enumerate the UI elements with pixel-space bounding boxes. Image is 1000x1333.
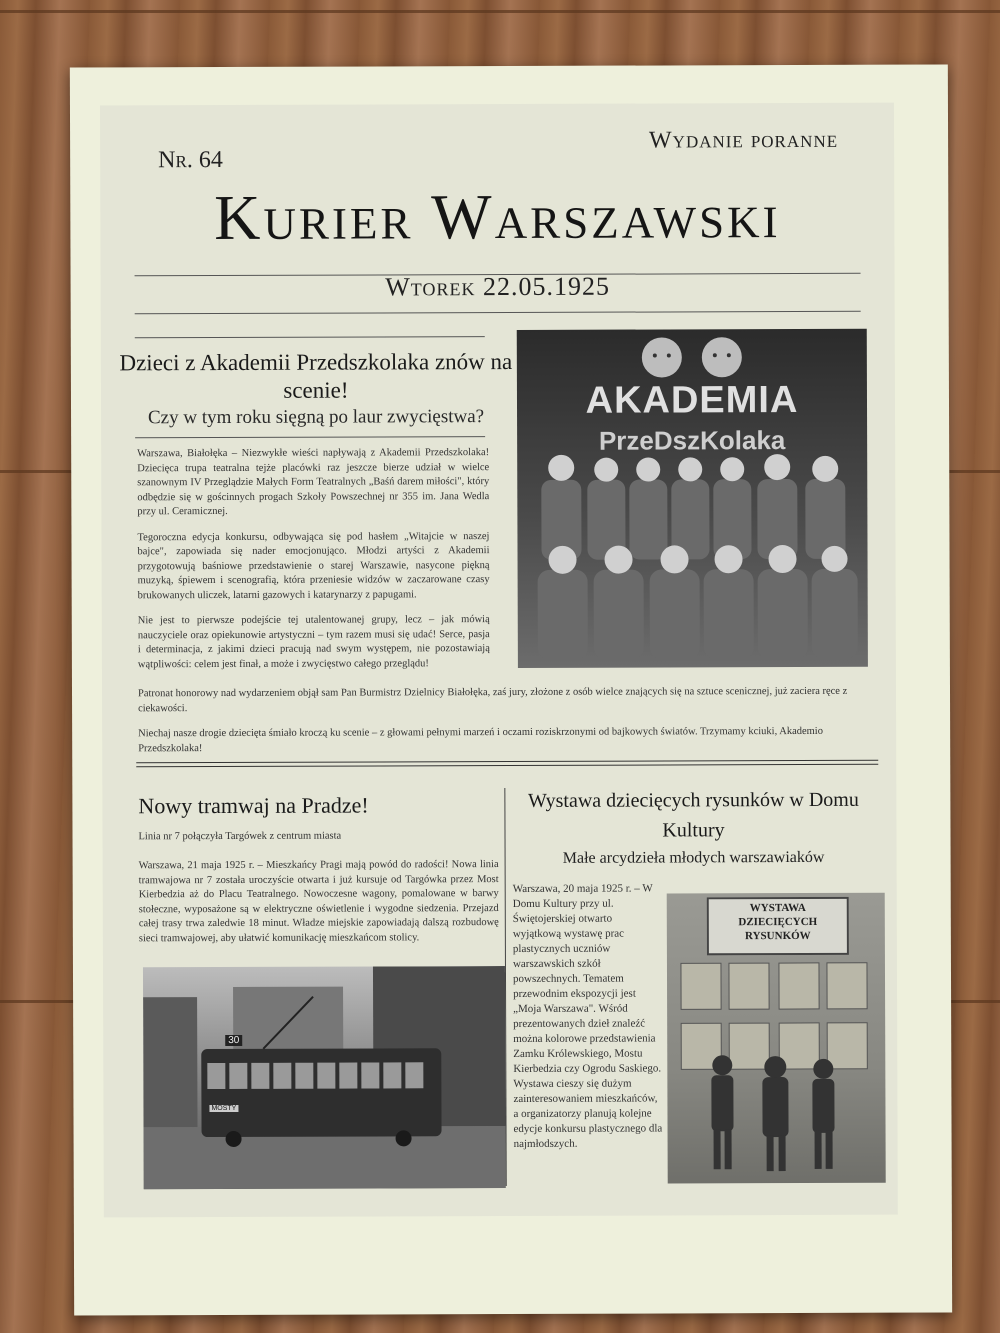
newspaper-sheet: [70, 64, 952, 1315]
article1-body: [137, 446, 490, 683]
article1-rule-top: [135, 336, 485, 338]
tram-number: 30: [225, 1035, 242, 1046]
article1-subhead: Czy w tym roku sięgną po laur zwycięstwa?: [147, 406, 485, 429]
article1-paragraph: Niechaj nasze drogie dziecięta śmiało kroczą ku scenie – z głowami pełnymi marzeń i oczami roziskrzonymi od bajkowych światów. Trzymamy kciuki, Akademio Przedszkolaka!: [138, 725, 823, 754]
article3-subhead: Małe arcydzieła młodych warszawiaków: [562, 848, 825, 867]
issue-date: Wtorek 22.05.1925: [385, 271, 611, 302]
article1-paragraph: Nie jest to pierwsze podejście tej utalentowanej grupy, lecz – jak mówią nauczyciele oraz opiekunowie artystyczni – tym razem musi się udać! Serce, pasja i determinacja, z jakimi dzieci pracują nad swym występem, nie pozostawiają wątpliwości: celem jest finał, a może i zwycięstwo całego przeglądu!: [137, 614, 490, 670]
article1-paragraph: Tegoroczna edycja konkursu, odbywająca się pod hasłem „Witajcie w naszej bajce", zapowiada się nader emocjonująco. Młodzi artyści z Akademii przygotowują baśniowe przedstawienie o starej Warszawie, nasycone piękną muzyką, śpiewem i scenografią, która przeniesie widzów w zaczarowane czasy brukowanych uliczek, latarni gazowych i katarynarzy z papugami.: [137, 530, 490, 601]
masthead-title: Kurier Warszawski: [214, 180, 781, 254]
article2-photo-tram: [143, 966, 506, 1189]
article3-headline: Wystawa dziecięcych rysunków w Domu Kultury: [527, 788, 859, 842]
article2-paragraph: Warszawa, 21 maja 1925 r. – Mieszkańcy Pragi mają powód do radości! Nowa linia tramwajowa nr 7 została uroczyście otwarta i już kursuje od Targówka przez Most Kierbedzia aż do Placu Teatralnego. Nowoczesne wagony, pomalowane w barwy stołeczne, wyposażone są w elektryczne oświetlenie i wygodne siedzenia. Przejazd całej trasy trwa zaledwie 18 minut. Władze miejskie zapowiadają dalszą rozbudowę sieci tramwajowej, aby ułatwić komunikację mieszkańcom stolicy.: [138, 859, 499, 944]
article2-subhead: Linia nr 7 połączyła Targówek z centrum miasta: [138, 830, 342, 843]
header-rule-bottom: [135, 311, 861, 315]
tram-sign: MOSTY: [211, 1104, 237, 1113]
article3-paragraph: Warszawa, 20 maja 1925 r. – W Domu Kultury przy ul. Świętojerskiej otwarto wyjątkową wystawę prac plastycznych uczniów warszawskich szkół powszechnych. Tematem przewodnim ekspozycji jest „Moja Warszawa". Wśród prezentowanych dzieł znaleźć można kolorowe przedstawienia Zamku Królewskiego, Mostu Kierbedzia czy Ogrodu Saskiego. Wystawa cieszy się dużym zainteresowaniem mieszkańców, a organizatorzy planują kolejne edycje konkursu plastycznego dla najmłodszych.: [512, 882, 663, 1150]
tram-photo: [143, 966, 506, 1189]
article1-paragraph: Patronat honorowy nad wydarzeniem objął sam Pan Burmistrz Dzielnicy Białołęka, zaś jury, złożone z osób wielce znających się na sztuce scenicznej, już zaciera ręce z ciekawości.: [137, 685, 848, 714]
issue-number: Nr. 64: [158, 147, 223, 174]
exhibition-drawings: [667, 893, 886, 1184]
edition-label: Wydanie poranne: [648, 126, 839, 154]
article2-headline: Nowy tramwaj na Pradze!: [138, 792, 369, 819]
article1-wide-body: [138, 685, 868, 768]
exhibition-sign-line1: WYSTAWA: [749, 901, 806, 915]
photo-sign-akademia: AKADEMIA: [585, 378, 799, 422]
article1-rule-bottom: [135, 436, 485, 438]
newspaper-page: [100, 103, 898, 1218]
article3-photo-exhibition: [667, 893, 886, 1184]
exhibition-sign-line3: RYSUNKÓW: [745, 929, 811, 943]
article1-paragraph: Warszawa, Białołęka – Niezwykłe wieści napływają z Akademii Przedszkolaka! Dziecięca trupa teatralna tejże placówki raz jeszcze bierze udział w wielce szanownym IV Przeglądzie Małych Form Teatralnych „Baśń darem miłości", który odbędzie się w gościnnych progach Szkoły Powszechnej nr 355 im. Jana Wedla przy ul. Ceramicznej.: [137, 447, 490, 518]
column-divider: [504, 788, 506, 1186]
exhibition-sign-line2: DZIECIĘCYCH: [738, 915, 818, 929]
article1-photo-children: [517, 329, 868, 668]
article1-headline: Dzieci z Akademii Przedszkolaka znów na scenie!: [119, 348, 513, 403]
photo-sign-przedszkolaka: PrzeDszKolaka: [598, 425, 786, 456]
